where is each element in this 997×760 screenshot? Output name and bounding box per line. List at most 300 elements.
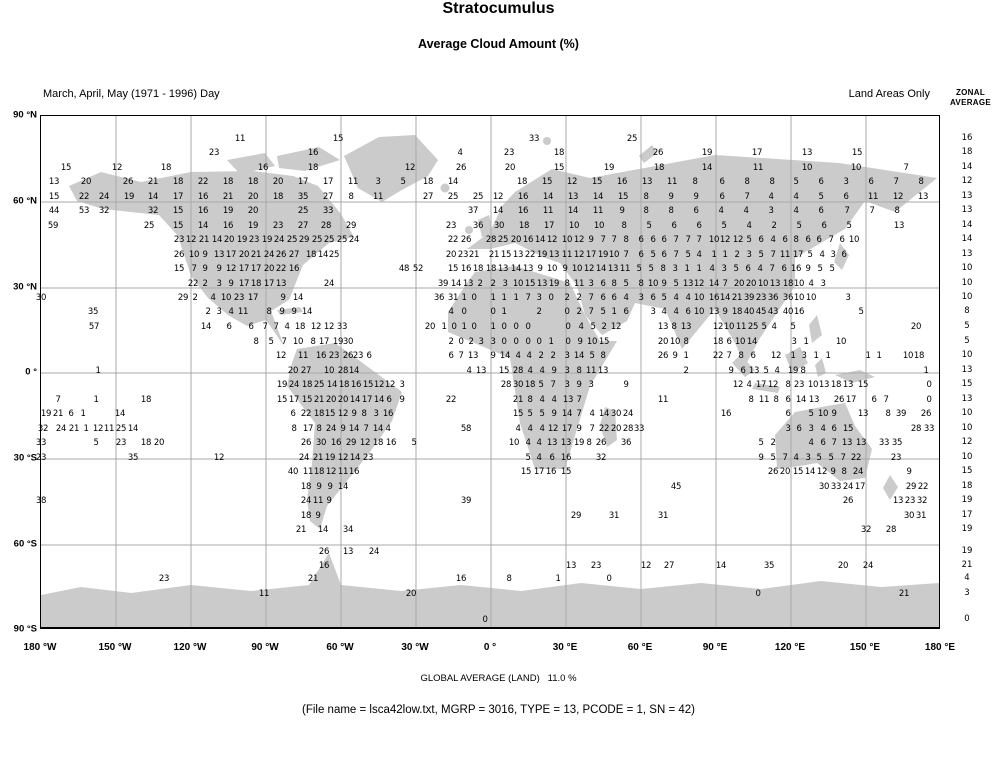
grid-value: 12 (404, 163, 416, 173)
grid-value: 2 (205, 307, 211, 317)
grid-value: 0 (926, 395, 932, 405)
grid-value: 13 (657, 322, 669, 332)
grid-value: 32 (98, 206, 110, 216)
grid-value: 1 (876, 351, 882, 361)
grid-value: 14 (211, 235, 223, 245)
grid-value: 32 (595, 453, 607, 463)
grid-value: 21 (295, 525, 307, 535)
grid-value: 5 (828, 453, 834, 463)
grid-value: 16 (793, 307, 805, 317)
grid-value: 9 (906, 467, 912, 477)
grid-value: 17 (751, 148, 763, 158)
zonal-average-value: 14 (961, 220, 973, 230)
grid-value: 15 (173, 264, 185, 274)
zonal-average-value: 5 (964, 336, 970, 346)
grid-value: 14 (499, 351, 511, 361)
grid-value: 2 (576, 307, 582, 317)
grid-value: 5 (758, 250, 764, 260)
grid-value: 22 (300, 409, 312, 419)
grid-value: 13 (607, 264, 619, 274)
grid-value: 10 (817, 409, 829, 419)
zonal-average-value: 10 (961, 278, 973, 288)
grid-value: 0 (525, 337, 531, 347)
grid-value: 2 (490, 279, 496, 289)
grid-value: 15 (792, 467, 804, 477)
grid-value: 22 (187, 279, 199, 289)
grid-value: 21 (198, 235, 210, 245)
grid-value: 23 (362, 453, 374, 463)
grid-value: 29 (298, 235, 310, 245)
grid-value: 3 (746, 250, 752, 260)
grid-value: 12 (384, 380, 396, 390)
grid-value: 3 (564, 366, 570, 376)
grid-value: 23 (904, 496, 916, 506)
grid-value: 20 (910, 322, 922, 332)
grid-value: 33 (878, 438, 890, 448)
grid-value: 23 (793, 380, 805, 390)
grid-value: 2 (601, 322, 607, 332)
grid-value: 12 (111, 163, 123, 173)
grid-value: 7 (576, 395, 582, 405)
grid-value: 10 (723, 322, 735, 332)
grid-value: 14 (337, 482, 349, 492)
grid-value: 13 (842, 380, 854, 390)
grid-value: 13 (769, 279, 781, 289)
grid-value: 32 (147, 206, 159, 216)
grid-value: 8 (894, 206, 900, 216)
zonal-average-value: 0 (964, 614, 970, 624)
zonal-average-value: 13 (961, 249, 973, 259)
grid-value: 8 (506, 574, 512, 584)
grid-value: 2 (770, 438, 776, 448)
grid-value: 28 (910, 424, 922, 434)
grid-value: 24 (288, 380, 300, 390)
grid-value: 4 (385, 424, 391, 434)
grid-value: 30 (493, 221, 505, 231)
grid-value: 12 (610, 322, 622, 332)
grid-value: 7 (726, 351, 732, 361)
grid-value: 52 (412, 264, 424, 274)
grid-value: 16 (318, 561, 330, 571)
grid-value: 28 (485, 235, 497, 245)
grid-value: 10 (188, 250, 200, 260)
grid-value: 4 (673, 293, 679, 303)
grid-value: 24 (325, 424, 337, 434)
grid-value: 7 (363, 424, 369, 434)
grid-value: 45 (670, 482, 682, 492)
grid-value: 19 (222, 206, 234, 216)
grid-value: 26 (122, 177, 134, 187)
grid-value: 8 (660, 264, 666, 274)
grid-value: 25 (336, 235, 348, 245)
grid-value: 14 (598, 409, 610, 419)
grid-value: 16 (348, 467, 360, 477)
grid-value: 14 (719, 293, 731, 303)
grid-value: 8 (800, 366, 806, 376)
y-axis-tick-label: 30 °S (13, 452, 37, 464)
grid-value: 14 (317, 250, 329, 260)
zonal-average-value: 14 (961, 162, 973, 172)
grid-value: 4 (551, 395, 557, 405)
zonal-header-line1: ZONAL (955, 88, 986, 97)
grid-value: 9 (758, 453, 764, 463)
grid-value: 19 (548, 279, 560, 289)
grid-value: 15 (553, 163, 565, 173)
grid-value: 4 (768, 192, 774, 202)
grid-value: 3 (805, 453, 811, 463)
grid-value: 17 (297, 177, 309, 187)
grid-value: 11 (573, 279, 585, 289)
grid-value: 14 (492, 206, 504, 216)
grid-value: 22 (197, 177, 209, 187)
grid-value: 5 (817, 264, 823, 274)
grid-value: 13 (748, 366, 760, 376)
grid-value: 14 (447, 177, 459, 187)
grid-value: 0 (451, 322, 457, 332)
grid-value: 10 (593, 221, 605, 231)
grid-value: 11 (103, 424, 115, 434)
grid-value: 16 (517, 206, 529, 216)
grid-value: 5 (268, 337, 274, 347)
grid-value: 20 (337, 395, 349, 405)
grid-value: 16 (197, 192, 209, 202)
grid-value: 17 (263, 279, 275, 289)
grid-value: 15 (500, 250, 512, 260)
grid-value: 15 (560, 467, 572, 477)
zonal-average-value: 21 (961, 560, 973, 570)
grid-value: 14 (701, 163, 713, 173)
grid-value: 23 (457, 250, 469, 260)
grid-value: 19 (787, 366, 799, 376)
grid-value: 12 (719, 235, 731, 245)
grid-value: 9 (340, 424, 346, 434)
grid-value: 11 (592, 206, 604, 216)
grid-value: 14 (197, 221, 209, 231)
grid-value: 17 (247, 293, 259, 303)
grid-value: 1 (923, 366, 929, 376)
grid-value: 9 (619, 206, 625, 216)
grid-value: 7 (883, 395, 889, 405)
grid-value: 17 (238, 264, 250, 274)
grid-value: 6 (248, 322, 254, 332)
grid-value: 9 (279, 307, 285, 317)
grid-value: 15 (332, 134, 344, 144)
grid-value: 27 (422, 192, 434, 202)
grid-value: 4 (774, 366, 780, 376)
grid-value: 6 (820, 438, 826, 448)
grid-value: 16 (522, 235, 534, 245)
grid-value: 38 (35, 496, 47, 506)
grid-value: 36 (782, 293, 794, 303)
grid-value: 9 (661, 279, 667, 289)
grid-value: 13 (342, 547, 354, 557)
grid-value: 7 (770, 250, 776, 260)
grid-value: 23 (35, 453, 47, 463)
grid-value: 7 (191, 264, 197, 274)
grid-value: 6 (740, 366, 746, 376)
grid-value: 3 (399, 380, 405, 390)
grid-value: 11 (666, 177, 678, 187)
grid-value: 4 (820, 424, 826, 434)
grid-value: 17 (172, 192, 184, 202)
grid-value: 7 (893, 177, 899, 187)
grid-value: 19 (573, 438, 585, 448)
grid-value: 5 (400, 177, 406, 187)
grid-value: 23 (173, 235, 185, 245)
grid-value: 31 (447, 293, 459, 303)
grid-value: 12 (892, 192, 904, 202)
grid-value: 1 (80, 409, 86, 419)
grid-value: 23 (503, 148, 515, 158)
grid-value: 1 (93, 395, 99, 405)
grid-value: 3 (536, 293, 542, 303)
grid-value: 19 (332, 337, 344, 347)
grid-value: 14 (715, 561, 727, 571)
grid-value: 21 (312, 453, 324, 463)
grid-value: 14 (301, 307, 313, 317)
grid-value: 25 (328, 250, 340, 260)
grid-value: 23 (248, 235, 260, 245)
grid-value: 3 (564, 380, 570, 390)
grid-value: 39 (437, 279, 449, 289)
grid-value: 3 (588, 279, 594, 289)
grid-value: 9 (831, 409, 837, 419)
grid-value: 4 (457, 148, 463, 158)
grid-value: 15 (520, 467, 532, 477)
grid-value: 2 (683, 366, 689, 376)
grid-value: 11 (302, 467, 314, 477)
grid-value: 11 (237, 307, 249, 317)
grid-value: 10 (571, 264, 583, 274)
grid-value: 1 (711, 250, 717, 260)
grid-value: 17 (854, 482, 866, 492)
zonal-average-value: 10 (961, 263, 973, 273)
grid-value: 12 (337, 453, 349, 463)
grid-value: 16 (382, 409, 394, 419)
zonal-average-value: 17 (961, 510, 973, 520)
zonal-average-value: 10 (961, 408, 973, 418)
grid-value: 18 (782, 279, 794, 289)
grid-value: 20 (247, 192, 259, 202)
grid-value: 26 (460, 235, 472, 245)
grid-value: 17 (845, 395, 857, 405)
grid-value: 2 (564, 293, 570, 303)
grid-value: 4 (536, 438, 542, 448)
grid-value: 14 (708, 279, 720, 289)
grid-value: 11 (372, 192, 384, 202)
grid-value: 1 (513, 293, 519, 303)
grid-value: 18 (485, 264, 497, 274)
zonal-average-value: 13 (961, 191, 973, 201)
grid-value: 0 (525, 322, 531, 332)
grid-value: 5 (590, 322, 596, 332)
grid-value: 11 (297, 351, 309, 361)
grid-value: 12 (225, 264, 237, 274)
grid-value: 5 (770, 453, 776, 463)
grid-value: 29 (570, 511, 582, 521)
grid-value: 6 (805, 235, 811, 245)
grid-value: 7 (722, 279, 728, 289)
grid-value: 24 (852, 467, 864, 477)
grid-value: 29 (345, 438, 357, 448)
grid-value: 24 (98, 192, 110, 202)
grid-value: 21 (52, 409, 64, 419)
grid-value: 6 (841, 250, 847, 260)
grid-value: 19 (597, 250, 609, 260)
grid-value: 7 (782, 453, 788, 463)
grid-value: 39 (743, 293, 755, 303)
grid-value: 8 (638, 279, 644, 289)
grid-value: 14 (561, 409, 573, 419)
grid-value: 24 (348, 235, 360, 245)
grid-value: 16 (460, 264, 472, 274)
grid-value: 9 (327, 482, 333, 492)
grid-value: 29 (905, 482, 917, 492)
grid-value: 9 (551, 366, 557, 376)
grid-value: 13 (565, 561, 577, 571)
grid-value: 9 (576, 380, 582, 390)
grid-value: 13 (917, 192, 929, 202)
grid-value: 26 (342, 351, 354, 361)
grid-value: 18 (518, 221, 530, 231)
grid-value: 11 (561, 250, 573, 260)
y-axis-tick-label: 90 °S (13, 623, 37, 635)
grid-value: 15 (324, 409, 336, 419)
grid-value: 13 (857, 409, 869, 419)
grid-value: 7 (831, 438, 837, 448)
grid-value: 7 (685, 235, 691, 245)
grid-value: 6 (650, 293, 656, 303)
grid-value: 7 (550, 380, 556, 390)
grid-value: 14 (510, 264, 522, 274)
grid-value: 7 (55, 395, 61, 405)
grid-value: 8 (738, 351, 744, 361)
grid-value: 5 (763, 366, 769, 376)
zonal-average-value: 12 (961, 176, 973, 186)
grid-value: 0 (564, 307, 570, 317)
grid-value: 5 (807, 250, 813, 260)
grid-value: 16 (315, 351, 327, 361)
grid-value: 12 (583, 264, 595, 274)
grid-value: 19 (536, 250, 548, 260)
grid-value: 4 (284, 322, 290, 332)
grid-value: 8 (361, 409, 367, 419)
grid-value: 16 (560, 453, 572, 463)
grid-value: 14 (348, 424, 360, 434)
grid-value: 18 (516, 177, 528, 187)
grid-value: 21 (488, 250, 500, 260)
grid-value: 15 (498, 366, 510, 376)
grid-value: 4 (661, 307, 667, 317)
grid-value: 27 (300, 366, 312, 376)
grid-value: 26 (455, 163, 467, 173)
grid-value: 35 (297, 192, 309, 202)
grid-value: 7 (589, 424, 595, 434)
grid-value: 4 (539, 424, 545, 434)
grid-value: 1 (501, 293, 507, 303)
grid-value: 18 (140, 438, 152, 448)
grid-value: 3 (820, 279, 826, 289)
grid-value: 12 (492, 192, 504, 202)
grid-value: 26 (767, 467, 779, 477)
grid-value: 35 (891, 438, 903, 448)
zonal-average-value: 16 (961, 133, 973, 143)
grid-value: 24 (273, 235, 285, 245)
grid-value: 7 (611, 235, 617, 245)
grid-value: 9 (326, 496, 332, 506)
grid-value: 7 (673, 250, 679, 260)
y-axis-tick-label: 0 ° (25, 366, 37, 378)
grid-value: 1 (95, 366, 101, 376)
grid-value: 23 (208, 148, 220, 158)
grid-value: 16 (455, 574, 467, 584)
grid-value: 8 (885, 409, 891, 419)
grid-value: 12 (359, 438, 371, 448)
grid-value: 20 (405, 589, 417, 599)
grid-value: 13 (462, 279, 474, 289)
grid-value: 10 (708, 235, 720, 245)
grid-value: 23 (445, 221, 457, 231)
grid-value: 40 (287, 467, 299, 477)
x-axis-tick-label: 180 °E (924, 642, 956, 653)
grid-value: 9 (202, 264, 208, 274)
grid-value: 11 (619, 264, 631, 274)
grid-value: 36 (767, 293, 779, 303)
grid-value: 13 (818, 380, 830, 390)
grid-value: 18 (338, 380, 350, 390)
grid-value: 4 (466, 366, 472, 376)
grid-value: 8 (621, 221, 627, 231)
grid-value: 13 (275, 279, 287, 289)
grid-value: 3 (216, 307, 222, 317)
grid-value: 15 (591, 177, 603, 187)
grid-value: 6 (366, 351, 372, 361)
grid-value: 10 (848, 235, 860, 245)
grid-value: 31 (608, 511, 620, 521)
grid-value: 5 (733, 264, 739, 274)
zonal-average-value: 15 (961, 379, 973, 389)
grid-value: 12 (213, 453, 225, 463)
grid-value: 20 (424, 322, 436, 332)
grid-value: 8 (600, 351, 606, 361)
grid-value: 10 (835, 337, 847, 347)
grid-value: 32 (916, 496, 928, 506)
grid-value: 6 (623, 307, 629, 317)
grid-value: 0 (513, 322, 519, 332)
grid-value: 17 (288, 395, 300, 405)
grid-value: 9 (562, 264, 568, 274)
grid-value: 26 (173, 250, 185, 260)
grid-value: 3 (373, 409, 379, 419)
grid-value: 8 (769, 177, 775, 187)
grid-value: 3 (638, 293, 644, 303)
grid-value: 7 (281, 337, 287, 347)
grid-value: 5 (539, 409, 545, 419)
grid-value: 16 (257, 163, 269, 173)
grid-value: 0 (606, 574, 612, 584)
grid-value: 8 (348, 192, 354, 202)
grid-value: 10 (586, 337, 598, 347)
grid-value: 13 (808, 395, 820, 405)
grid-value: 9 (668, 192, 674, 202)
grid-value: 6 (750, 351, 756, 361)
grid-value: 8 (692, 177, 698, 187)
grid-value: 21 (68, 424, 80, 434)
grid-value: 10 (561, 235, 573, 245)
grid-value: 18 (313, 467, 325, 477)
file-info-label: (File name = lsca42low.txt, MGRP = 3016, TYPE = 13, PCODE = 1, SN = 42) (302, 704, 695, 716)
grid-value: 13 (641, 177, 653, 187)
